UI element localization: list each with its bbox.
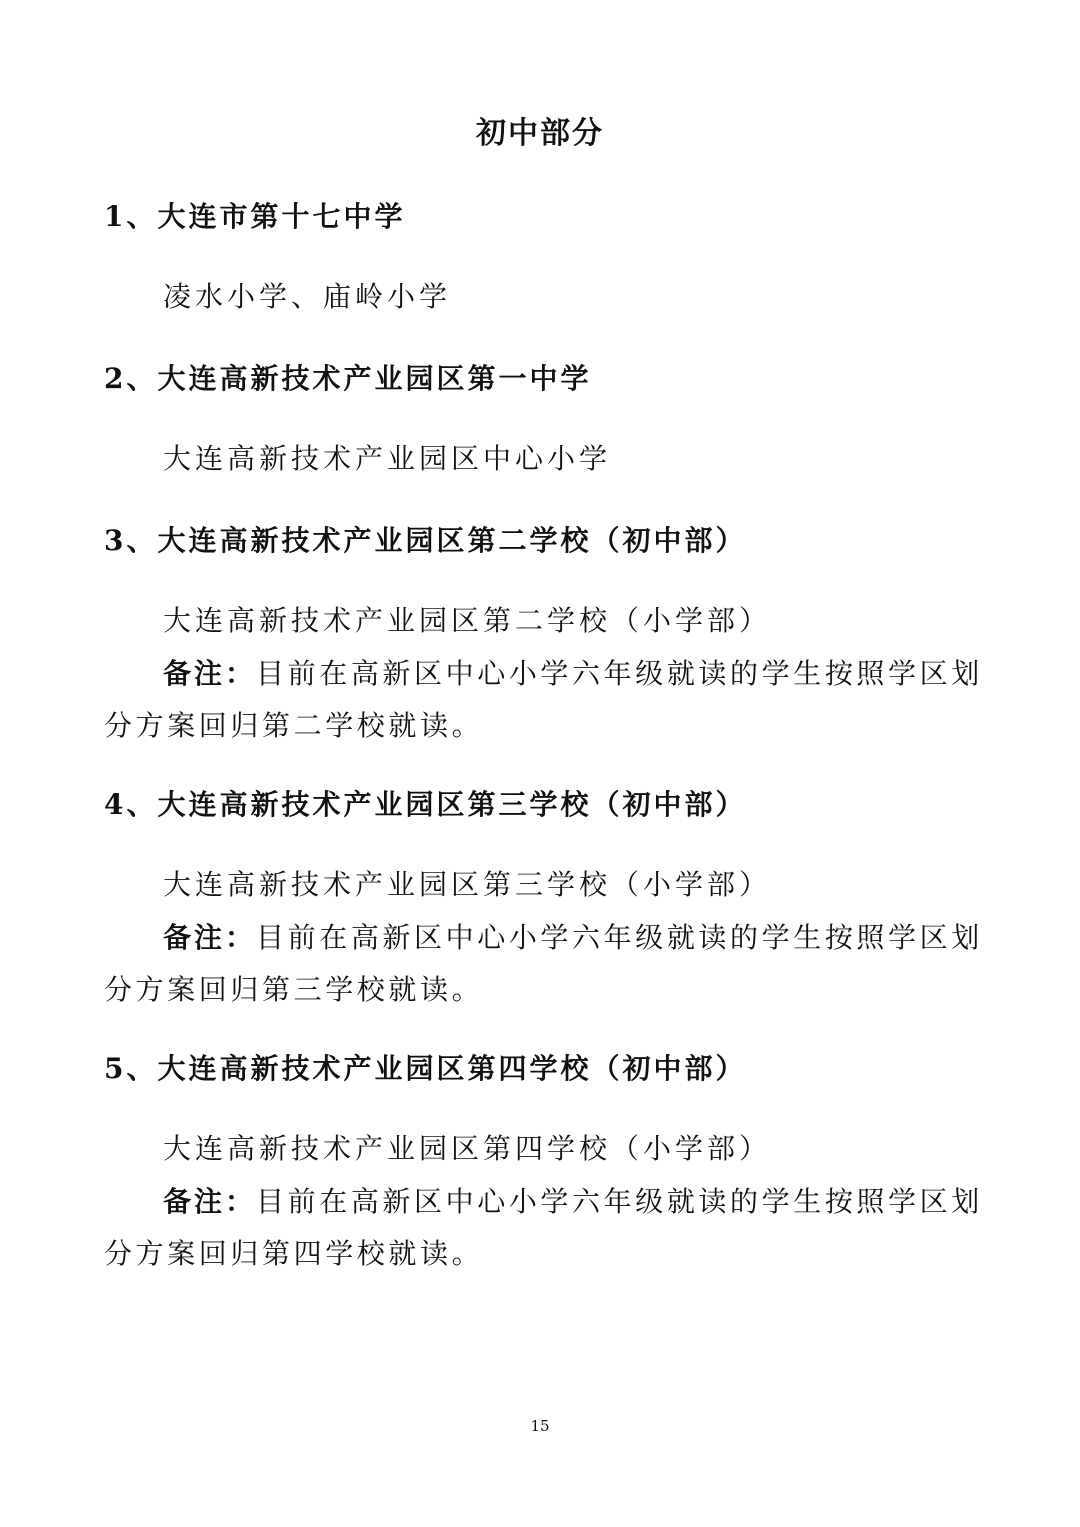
note-text: 目前在高新区中心小学六年级就读的学生按照学区划分方案回归第三学校就读。 xyxy=(104,921,983,1006)
section-heading-5: 5、大连高新技术产业园区第四学校（初中部） xyxy=(104,1052,747,1085)
section-heading-1: 1、大连市第十七中学 xyxy=(104,200,406,233)
section-schools-4: 大连高新技术产业园区第三学校（小学部） xyxy=(163,868,772,901)
page-number: 15 xyxy=(530,1417,550,1435)
section-heading-4: 4、大连高新技术产业园区第三学校（初中部） xyxy=(104,788,747,821)
section-note-3 xyxy=(104,648,984,752)
page-title: 初中部分 xyxy=(476,116,604,151)
section-schools-5: 大连高新技术产业园区第四学校（小学部） xyxy=(163,1132,772,1165)
note-label: 备注： xyxy=(163,921,257,954)
note-label: 备注： xyxy=(163,1185,257,1218)
note-label: 备注： xyxy=(163,657,257,690)
note-text: 目前在高新区中心小学六年级就读的学生按照学区划分方案回归第四学校就读。 xyxy=(104,1185,983,1270)
section-note-5 xyxy=(104,1176,984,1280)
section-heading-3: 3、大连高新技术产业园区第二学校（初中部） xyxy=(104,524,747,557)
section-schools-2: 大连高新技术产业园区中心小学 xyxy=(163,442,612,475)
section-heading-2: 2、大连高新技术产业园区第一中学 xyxy=(104,362,592,395)
section-schools-1: 凌水小学、庙岭小学 xyxy=(163,280,452,313)
section-schools-3: 大连高新技术产业园区第二学校（小学部） xyxy=(163,604,772,637)
note-text: 目前在高新区中心小学六年级就读的学生按照学区划分方案回归第二学校就读。 xyxy=(104,657,983,742)
section-note-4 xyxy=(104,912,984,1016)
